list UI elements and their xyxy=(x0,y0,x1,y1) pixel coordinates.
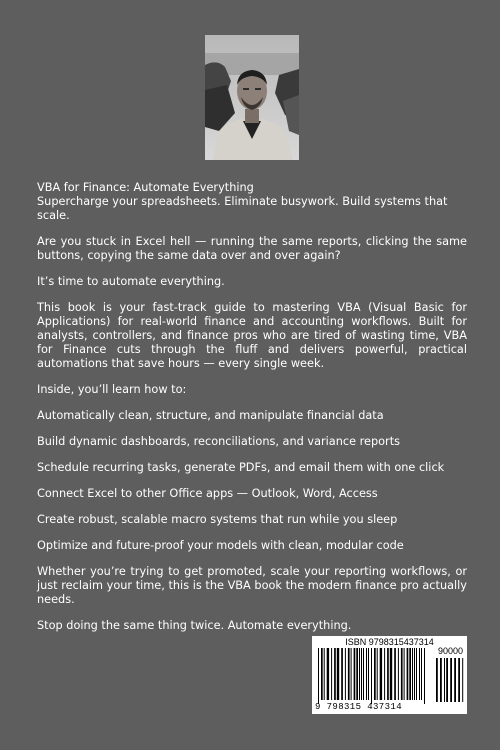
learn-item: Connect Excel to other Office apps — Outlook, Word, Access xyxy=(37,487,378,500)
book-description: This book is your fast-track guide to mastering VBA (Visual Basic for Applications) for real-world finance and accounting workflows. Built for analysts, controllers, and finance pros who are tired of wasting time, VBA for Finance cuts through the fluff and delivers powerful, practical automations that save hours — every single week. xyxy=(37,301,467,370)
intro-question: Are you stuck in Excel hell — running the same reports, clicking the same buttons, copying the same data over and over again? xyxy=(37,235,467,262)
learn-item: Optimize and future-proof your models with clean, modular code xyxy=(37,539,404,552)
book-tagline: Supercharge your spreadsheets. Eliminate busywork. Build systems that scale. xyxy=(37,195,448,222)
learn-item: Schedule recurring tasks, generate PDFs, and email them with one click xyxy=(37,461,445,474)
barcode-digits: 9 798315 437314 xyxy=(315,702,403,712)
book-title: VBA for Finance: Automate Everything xyxy=(37,181,254,194)
author-photo xyxy=(205,35,299,160)
learn-item: Build dynamic dashboards, reconciliations, and variance reports xyxy=(37,435,401,448)
price-code: 90000 xyxy=(438,646,464,656)
learn-item: Create robust, scalable macro systems that run while you sleep xyxy=(37,513,398,526)
back-cover-text xyxy=(37,181,467,645)
inside-heading: Inside, you’ll learn how to: xyxy=(37,383,187,396)
final-line: Stop doing the same thing twice. Automate everything. xyxy=(37,619,352,632)
closing-paragraph: Whether you’re trying to get promoted, scale your reporting workflows, or just reclaim your time, this is the VBA book the modern finance pro actually needs. xyxy=(37,565,467,606)
isbn-label: ISBN 9798315437314 xyxy=(345,637,434,647)
time-line: It’s time to automate everything. xyxy=(37,275,225,288)
learn-item: Automatically clean, structure, and manipulate financial data xyxy=(37,409,384,422)
isbn-barcode xyxy=(312,636,467,714)
